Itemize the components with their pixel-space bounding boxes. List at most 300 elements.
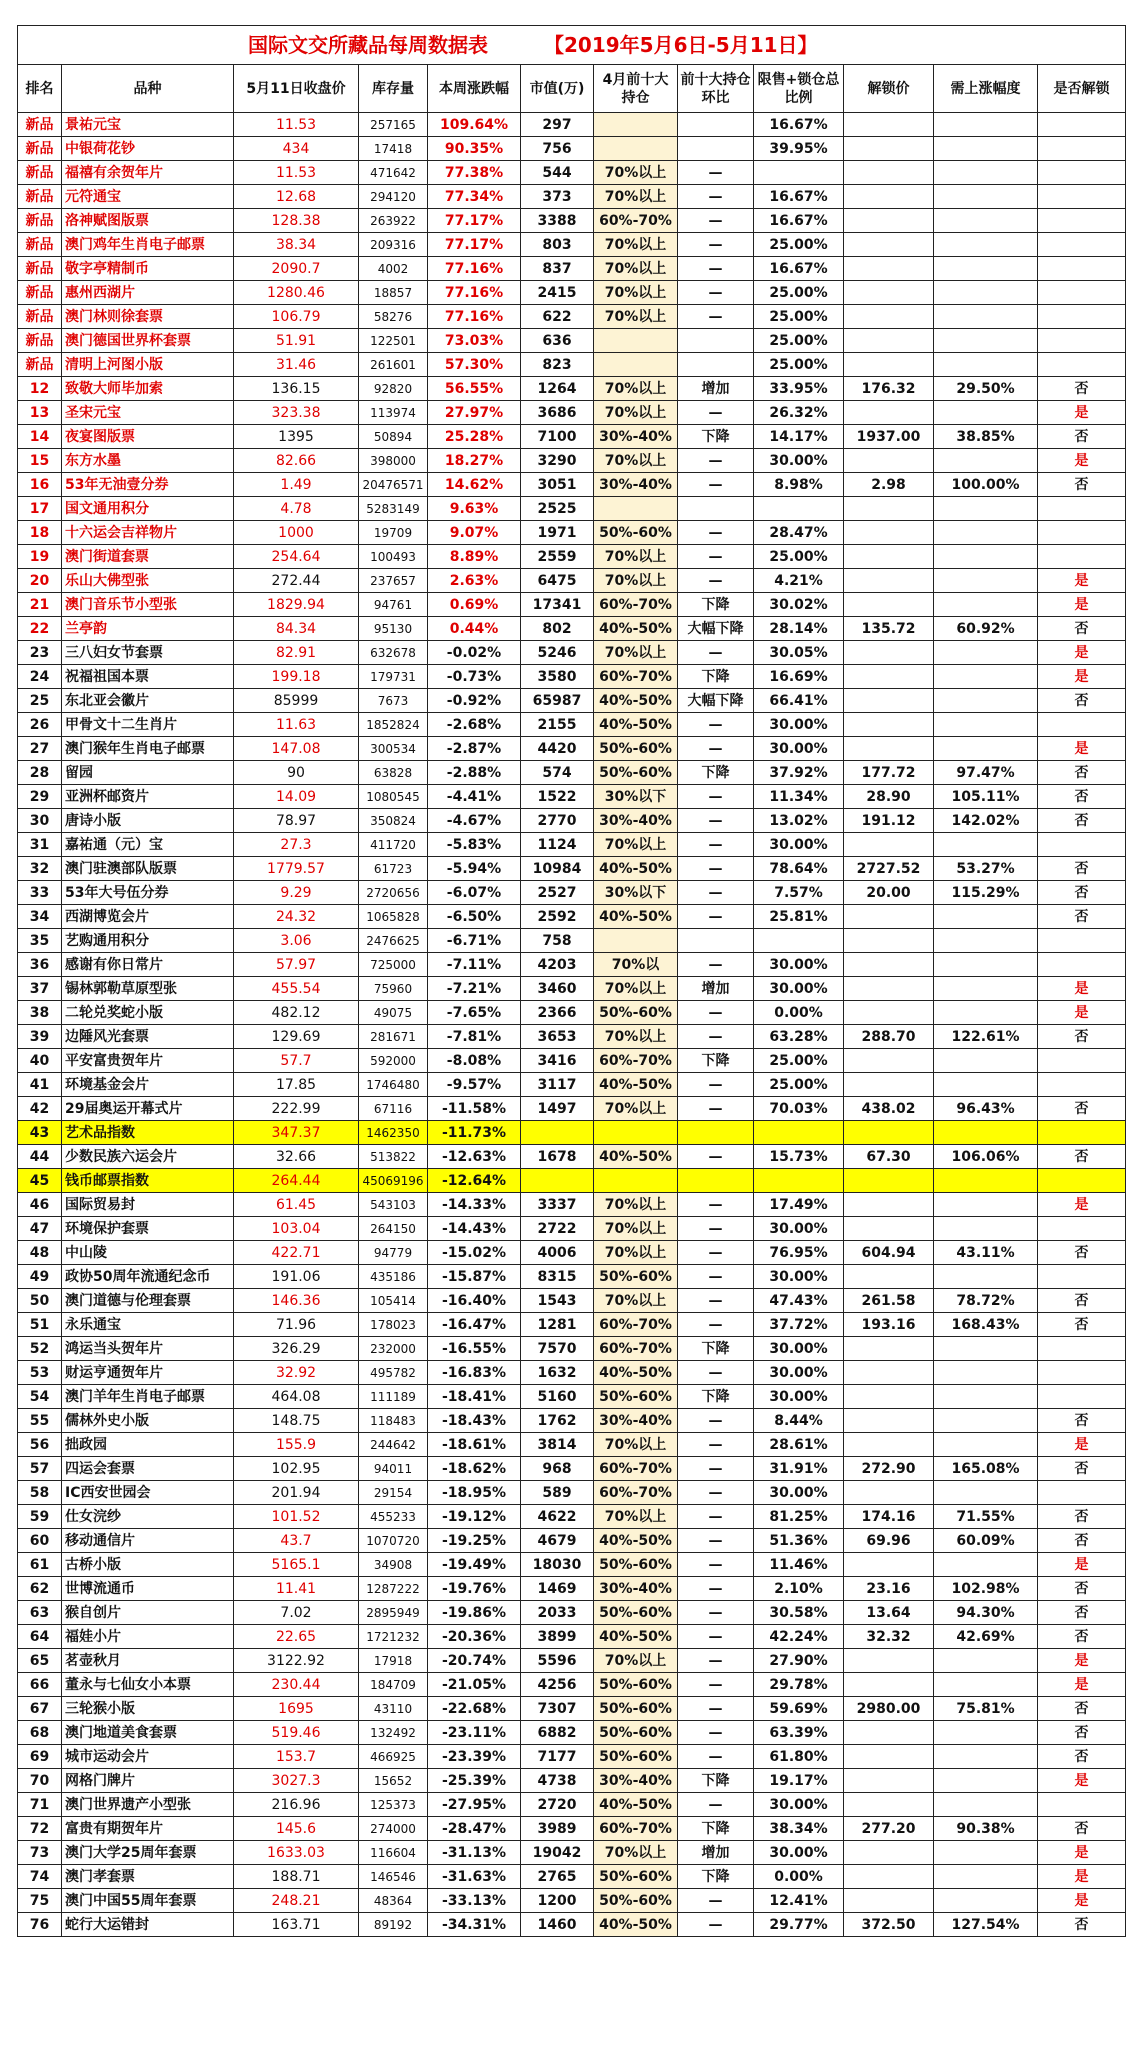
cell-required-rise: 106.06% (934, 1145, 1038, 1169)
cell-name: 移动通信片 (62, 1529, 234, 1553)
cell-stock: 1080545 (359, 785, 428, 809)
cell-top10-change: 下降 (678, 1337, 754, 1361)
cell-unlock-price: 20.00 (844, 881, 934, 905)
cell-locked-ratio: 7.57% (754, 881, 844, 905)
cell-locked-ratio: 13.02% (754, 809, 844, 833)
cell-required-rise (934, 689, 1038, 713)
table-row (18, 1745, 1126, 1769)
cell-top10-holding: 50%-60% (594, 1385, 678, 1409)
cell-required-rise (934, 1337, 1038, 1361)
cell-close-price: 3122.92 (234, 1649, 359, 1673)
cell-required-rise (934, 1385, 1038, 1409)
cell-required-rise (934, 1121, 1038, 1145)
cell-locked-ratio: 25.81% (754, 905, 844, 929)
cell-market-value: 758 (521, 929, 594, 953)
cell-top10-change: — (678, 1649, 754, 1673)
table-row (18, 1601, 1126, 1625)
cell-unlock-price: 438.02 (844, 1097, 934, 1121)
cell-stock: 2720656 (359, 881, 428, 905)
cell-required-rise (934, 929, 1038, 953)
cell-weekly-change: -4.67% (428, 809, 521, 833)
cell-name: 澳门街道套票 (62, 545, 234, 569)
cell-close-price: 11.53 (234, 113, 359, 137)
cell-weekly-change: -9.57% (428, 1073, 521, 1097)
cell-unlocked (1038, 281, 1126, 305)
cell-unlock-price (844, 161, 934, 185)
cell-market-value: 803 (521, 233, 594, 257)
cell-top10-change: — (678, 881, 754, 905)
cell-locked-ratio (754, 1121, 844, 1145)
cell-close-price: 5165.1 (234, 1553, 359, 1577)
cell-unlock-price (844, 497, 934, 521)
cell-top10-change: 下降 (678, 1385, 754, 1409)
cell-close-price: 199.18 (234, 665, 359, 689)
cell-unlock-price (844, 737, 934, 761)
cell-unlocked (1038, 521, 1126, 545)
cell-weekly-change: -6.50% (428, 905, 521, 929)
cell-close-price: 103.04 (234, 1217, 359, 1241)
table-row (18, 857, 1126, 881)
cell-required-rise: 94.30% (934, 1601, 1038, 1625)
cell-close-price: 3.06 (234, 929, 359, 953)
cell-top10-change: — (678, 401, 754, 425)
cell-stock: 146546 (359, 1865, 428, 1889)
cell-weekly-change: -7.11% (428, 953, 521, 977)
cell-stock: 263922 (359, 209, 428, 233)
cell-market-value: 3117 (521, 1073, 594, 1097)
cell-market-value: 2033 (521, 1601, 594, 1625)
cell-unlocked: 否 (1038, 1601, 1126, 1625)
cell-locked-ratio: 0.00% (754, 1001, 844, 1025)
cell-weekly-change: -0.02% (428, 641, 521, 665)
cell-market-value: 1497 (521, 1097, 594, 1121)
cell-name: 澳门道德与伦理套票 (62, 1289, 234, 1313)
cell-close-price: 11.53 (234, 161, 359, 185)
cell-name: 澳门音乐节小型张 (62, 593, 234, 617)
cell-close-price: 128.38 (234, 209, 359, 233)
cell-weekly-change: -12.63% (428, 1145, 521, 1169)
cell-rank: 38 (18, 1001, 62, 1025)
cell-unlocked (1038, 1073, 1126, 1097)
cell-weekly-change: -27.95% (428, 1793, 521, 1817)
cell-top10-change: — (678, 1721, 754, 1745)
cell-locked-ratio (754, 929, 844, 953)
cell-unlock-price (844, 641, 934, 665)
cell-top10-change (678, 113, 754, 137)
cell-top10-holding: 60%-70% (594, 1817, 678, 1841)
cell-stock: 244642 (359, 1433, 428, 1457)
cell-unlock-price (844, 1217, 934, 1241)
cell-market-value: 2415 (521, 281, 594, 305)
cell-unlocked: 否 (1038, 1145, 1126, 1169)
cell-locked-ratio (754, 161, 844, 185)
cell-unlocked: 是 (1038, 1553, 1126, 1577)
cell-stock: 18857 (359, 281, 428, 305)
cell-unlocked: 否 (1038, 1409, 1126, 1433)
cell-market-value: 4420 (521, 737, 594, 761)
cell-stock: 45069196 (359, 1169, 428, 1193)
cell-stock: 300534 (359, 737, 428, 761)
cell-close-price: 4.78 (234, 497, 359, 521)
cell-rank: 72 (18, 1817, 62, 1841)
cell-stock: 94761 (359, 593, 428, 617)
cell-market-value: 3814 (521, 1433, 594, 1457)
cell-locked-ratio (754, 1169, 844, 1193)
cell-rank: 17 (18, 497, 62, 521)
cell-rank: 66 (18, 1673, 62, 1697)
cell-name: 钱币邮票指数 (62, 1169, 234, 1193)
cell-top10-holding: 70%以上 (594, 161, 678, 185)
table-row (18, 521, 1126, 545)
cell-weekly-change: -15.02% (428, 1241, 521, 1265)
cell-rank: 42 (18, 1097, 62, 1121)
cell-name: 西湖博览会片 (62, 905, 234, 929)
cell-stock: 1721232 (359, 1625, 428, 1649)
cell-unlocked: 是 (1038, 1865, 1126, 1889)
cell-required-rise: 168.43% (934, 1313, 1038, 1337)
cell-top10-holding: 40%-50% (594, 689, 678, 713)
cell-locked-ratio: 63.28% (754, 1025, 844, 1049)
cell-unlocked: 是 (1038, 977, 1126, 1001)
cell-locked-ratio: 19.17% (754, 1769, 844, 1793)
cell-unlock-price (844, 1049, 934, 1073)
cell-unlocked (1038, 329, 1126, 353)
cell-market-value: 2527 (521, 881, 594, 905)
cell-unlocked: 否 (1038, 809, 1126, 833)
cell-weekly-change: 73.03% (428, 329, 521, 353)
cell-unlocked: 是 (1038, 665, 1126, 689)
cell-top10-change: — (678, 1577, 754, 1601)
cell-close-price: 264.44 (234, 1169, 359, 1193)
cell-market-value: 589 (521, 1481, 594, 1505)
cell-locked-ratio: 28.47% (754, 521, 844, 545)
cell-top10-holding: 70%以上 (594, 833, 678, 857)
cell-locked-ratio: 28.14% (754, 617, 844, 641)
cell-locked-ratio: 30.00% (754, 1793, 844, 1817)
cell-weekly-change: 2.63% (428, 569, 521, 593)
cell-top10-change: — (678, 1505, 754, 1529)
cell-rank: 62 (18, 1577, 62, 1601)
cell-unlock-price (844, 281, 934, 305)
table-row (18, 1505, 1126, 1529)
cell-name: 澳门羊年生肖电子邮票 (62, 1385, 234, 1409)
cell-market-value: 5246 (521, 641, 594, 665)
cell-unlocked: 是 (1038, 737, 1126, 761)
cell-unlock-price (844, 209, 934, 233)
cell-market-value: 802 (521, 617, 594, 641)
cell-stock: 50894 (359, 425, 428, 449)
cell-name: 29届奥运开幕式片 (62, 1097, 234, 1121)
cell-rank: 15 (18, 449, 62, 473)
cell-top10-change: — (678, 305, 754, 329)
cell-market-value: 4622 (521, 1505, 594, 1529)
cell-close-price: 51.91 (234, 329, 359, 353)
cell-top10-holding: 70%以上 (594, 377, 678, 401)
cell-name: 环境保护套票 (62, 1217, 234, 1241)
cell-unlocked: 否 (1038, 1313, 1126, 1337)
cell-close-price: 85999 (234, 689, 359, 713)
cell-required-rise (934, 1217, 1038, 1241)
cell-market-value: 7307 (521, 1697, 594, 1721)
cell-market-value: 1469 (521, 1577, 594, 1601)
table-row (18, 737, 1126, 761)
cell-required-rise: 29.50% (934, 377, 1038, 401)
cell-unlock-price: 177.72 (844, 761, 934, 785)
cell-name: 古桥小版 (62, 1553, 234, 1577)
cell-top10-holding: 70%以上 (594, 305, 678, 329)
table-row (18, 1673, 1126, 1697)
cell-close-price: 1000 (234, 521, 359, 545)
cell-unlock-price (844, 233, 934, 257)
cell-locked-ratio: 70.03% (754, 1097, 844, 1121)
cell-rank: 31 (18, 833, 62, 857)
cell-market-value: 4256 (521, 1673, 594, 1697)
cell-unlocked: 是 (1038, 1001, 1126, 1025)
cell-name: 唐诗小版 (62, 809, 234, 833)
cell-unlocked: 否 (1038, 1721, 1126, 1745)
cell-top10-holding: 30%以下 (594, 881, 678, 905)
cell-weekly-change: -19.76% (428, 1577, 521, 1601)
cell-market-value: 3416 (521, 1049, 594, 1073)
cell-top10-holding: 70%以上 (594, 1649, 678, 1673)
cell-unlock-price: 28.90 (844, 785, 934, 809)
cell-unlock-price (844, 593, 934, 617)
cell-market-value: 4738 (521, 1769, 594, 1793)
cell-unlock-price (844, 1649, 934, 1673)
cell-required-rise: 165.08% (934, 1457, 1038, 1481)
cell-close-price: 136.15 (234, 377, 359, 401)
cell-name: 澳门地道美食套票 (62, 1721, 234, 1745)
cell-top10-holding: 50%-60% (594, 761, 678, 785)
cell-top10-change: — (678, 1673, 754, 1697)
cell-locked-ratio: 30.05% (754, 641, 844, 665)
cell-weekly-change: -16.40% (428, 1289, 521, 1313)
cell-unlock-price: 2980.00 (844, 1697, 934, 1721)
cell-unlock-price: 135.72 (844, 617, 934, 641)
cell-weekly-change: 9.07% (428, 521, 521, 545)
cell-required-rise: 38.85% (934, 425, 1038, 449)
table-row (18, 1073, 1126, 1097)
cell-required-rise (934, 161, 1038, 185)
cell-unlock-price (844, 833, 934, 857)
table-row (18, 1121, 1126, 1145)
cell-unlock-price (844, 1409, 934, 1433)
cell-market-value: 3051 (521, 473, 594, 497)
cell-unlocked: 否 (1038, 1097, 1126, 1121)
cell-market-value: 2366 (521, 1001, 594, 1025)
cell-name: 53年无油壹分券 (62, 473, 234, 497)
cell-name: 夜宴图版票 (62, 425, 234, 449)
cell-top10-change: 增加 (678, 977, 754, 1001)
cell-market-value: 6475 (521, 569, 594, 593)
cell-unlock-price (844, 1361, 934, 1385)
cell-weekly-change: 77.16% (428, 257, 521, 281)
cell-top10-holding: 50%-60% (594, 1265, 678, 1289)
cell-required-rise (934, 329, 1038, 353)
cell-locked-ratio: 16.67% (754, 113, 844, 137)
cell-stock: 48364 (359, 1889, 428, 1913)
cell-stock: 350824 (359, 809, 428, 833)
cell-close-price: 12.68 (234, 185, 359, 209)
cell-required-rise (934, 353, 1038, 377)
header-required-rise: 需上涨幅度 (934, 65, 1038, 113)
cell-close-price: 31.46 (234, 353, 359, 377)
cell-close-price: 71.96 (234, 1313, 359, 1337)
cell-close-price: 32.92 (234, 1361, 359, 1385)
cell-close-price: 155.9 (234, 1433, 359, 1457)
cell-unlocked: 否 (1038, 785, 1126, 809)
cell-unlocked: 是 (1038, 641, 1126, 665)
cell-top10-holding: 40%-50% (594, 1073, 678, 1097)
cell-top10-change: — (678, 1097, 754, 1121)
cell-top10-change: 下降 (678, 761, 754, 785)
cell-locked-ratio (754, 497, 844, 521)
cell-unlocked (1038, 1481, 1126, 1505)
cell-rank: 22 (18, 617, 62, 641)
cell-top10-change (678, 137, 754, 161)
cell-stock: 435186 (359, 1265, 428, 1289)
cell-rank: 27 (18, 737, 62, 761)
cell-locked-ratio: 30.58% (754, 1601, 844, 1625)
cell-top10-holding: 70%以上 (594, 569, 678, 593)
cell-unlocked (1038, 185, 1126, 209)
cell-locked-ratio: 30.00% (754, 1841, 844, 1865)
cell-close-price: 148.75 (234, 1409, 359, 1433)
cell-unlock-price (844, 953, 934, 977)
cell-top10-change (678, 329, 754, 353)
cell-unlock-price (844, 521, 934, 545)
cell-locked-ratio: 30.00% (754, 977, 844, 1001)
cell-close-price: 32.66 (234, 1145, 359, 1169)
cell-unlock-price: 67.30 (844, 1145, 934, 1169)
header-unlock-price: 解锁价 (844, 65, 934, 113)
cell-rank: 21 (18, 593, 62, 617)
cell-rank: 76 (18, 1913, 62, 1937)
cell-top10-holding: 70%以上 (594, 185, 678, 209)
cell-name: 感谢有你日常片 (62, 953, 234, 977)
cell-weekly-change: -6.07% (428, 881, 521, 905)
cell-market-value: 1460 (521, 1913, 594, 1937)
cell-close-price: 57.7 (234, 1049, 359, 1073)
cell-required-rise: 53.27% (934, 857, 1038, 881)
table-row (18, 281, 1126, 305)
cell-locked-ratio: 30.00% (754, 737, 844, 761)
table-row (18, 809, 1126, 833)
cell-rank: 新品 (18, 257, 62, 281)
cell-rank: 56 (18, 1433, 62, 1457)
cell-required-rise (934, 737, 1038, 761)
cell-rank: 13 (18, 401, 62, 425)
cell-top10-change: — (678, 1601, 754, 1625)
cell-rank: 32 (18, 857, 62, 881)
cell-required-rise (934, 1865, 1038, 1889)
cell-rank: 68 (18, 1721, 62, 1745)
cell-top10-change: 下降 (678, 665, 754, 689)
cell-rank: 12 (18, 377, 62, 401)
cell-stock: 257165 (359, 113, 428, 137)
cell-top10-holding: 70%以上 (594, 1097, 678, 1121)
cell-close-price: 272.44 (234, 569, 359, 593)
cell-top10-holding: 30%-40% (594, 1769, 678, 1793)
cell-unlock-price (844, 689, 934, 713)
cell-top10-holding: 60%-70% (594, 1457, 678, 1481)
cell-top10-holding: 40%-50% (594, 1361, 678, 1385)
table-row (18, 1145, 1126, 1169)
cell-weekly-change: -4.41% (428, 785, 521, 809)
table-row (18, 1193, 1126, 1217)
cell-top10-holding: 70%以上 (594, 641, 678, 665)
cell-stock: 184709 (359, 1673, 428, 1697)
cell-locked-ratio: 2.10% (754, 1577, 844, 1601)
cell-market-value: 3653 (521, 1025, 594, 1049)
cell-rank: 53 (18, 1361, 62, 1385)
cell-stock: 49075 (359, 1001, 428, 1025)
cell-unlock-price (844, 1721, 934, 1745)
table-row (18, 1289, 1126, 1313)
cell-market-value (521, 1169, 594, 1193)
cell-name: 致敬大师毕加索 (62, 377, 234, 401)
cell-close-price: 254.64 (234, 545, 359, 569)
cell-top10-holding: 40%-50% (594, 617, 678, 641)
cell-weekly-change: -19.86% (428, 1601, 521, 1625)
cell-close-price: 519.46 (234, 1721, 359, 1745)
cell-top10-holding: 70%以上 (594, 977, 678, 1001)
cell-close-price: 2090.7 (234, 257, 359, 281)
table-row (18, 1409, 1126, 1433)
cell-name: 边陲风光套票 (62, 1025, 234, 1049)
cell-name: 四运会套票 (62, 1457, 234, 1481)
cell-locked-ratio: 30.00% (754, 1481, 844, 1505)
cell-unlock-price: 2727.52 (844, 857, 934, 881)
cell-rank: 73 (18, 1841, 62, 1865)
cell-unlocked: 否 (1038, 1745, 1126, 1769)
cell-weekly-change: 9.63% (428, 497, 521, 521)
cell-unlock-price: 193.16 (844, 1313, 934, 1337)
cell-stock: 17918 (359, 1649, 428, 1673)
cell-top10-holding: 70%以上 (594, 1289, 678, 1313)
cell-market-value: 1632 (521, 1361, 594, 1385)
cell-unlock-price (844, 401, 934, 425)
cell-rank: 24 (18, 665, 62, 689)
cell-rank: 19 (18, 545, 62, 569)
cell-unlocked: 否 (1038, 1529, 1126, 1553)
cell-name: 富贵有期贺年片 (62, 1817, 234, 1841)
cell-locked-ratio: 37.72% (754, 1313, 844, 1337)
cell-stock: 274000 (359, 1817, 428, 1841)
cell-stock: 92820 (359, 377, 428, 401)
cell-top10-holding: 70%以上 (594, 257, 678, 281)
cell-top10-change: — (678, 521, 754, 545)
cell-top10-change: — (678, 1145, 754, 1169)
cell-top10-change: — (678, 1433, 754, 1457)
cell-stock: 513822 (359, 1145, 428, 1169)
cell-weekly-change: -5.94% (428, 857, 521, 881)
cell-unlocked (1038, 1217, 1126, 1241)
cell-stock: 264150 (359, 1217, 428, 1241)
cell-unlock-price: 13.64 (844, 1601, 934, 1625)
cell-unlock-price: 372.50 (844, 1913, 934, 1937)
cell-unlocked (1038, 1385, 1126, 1409)
cell-top10-holding: 60%-70% (594, 1313, 678, 1337)
cell-rank: 61 (18, 1553, 62, 1577)
cell-locked-ratio: 28.61% (754, 1433, 844, 1457)
cell-name: 永乐通宝 (62, 1313, 234, 1337)
cell-weekly-change: -15.87% (428, 1265, 521, 1289)
cell-weekly-change: -18.62% (428, 1457, 521, 1481)
cell-rank: 63 (18, 1601, 62, 1625)
cell-top10-holding: 40%-50% (594, 1145, 678, 1169)
cell-rank: 55 (18, 1409, 62, 1433)
